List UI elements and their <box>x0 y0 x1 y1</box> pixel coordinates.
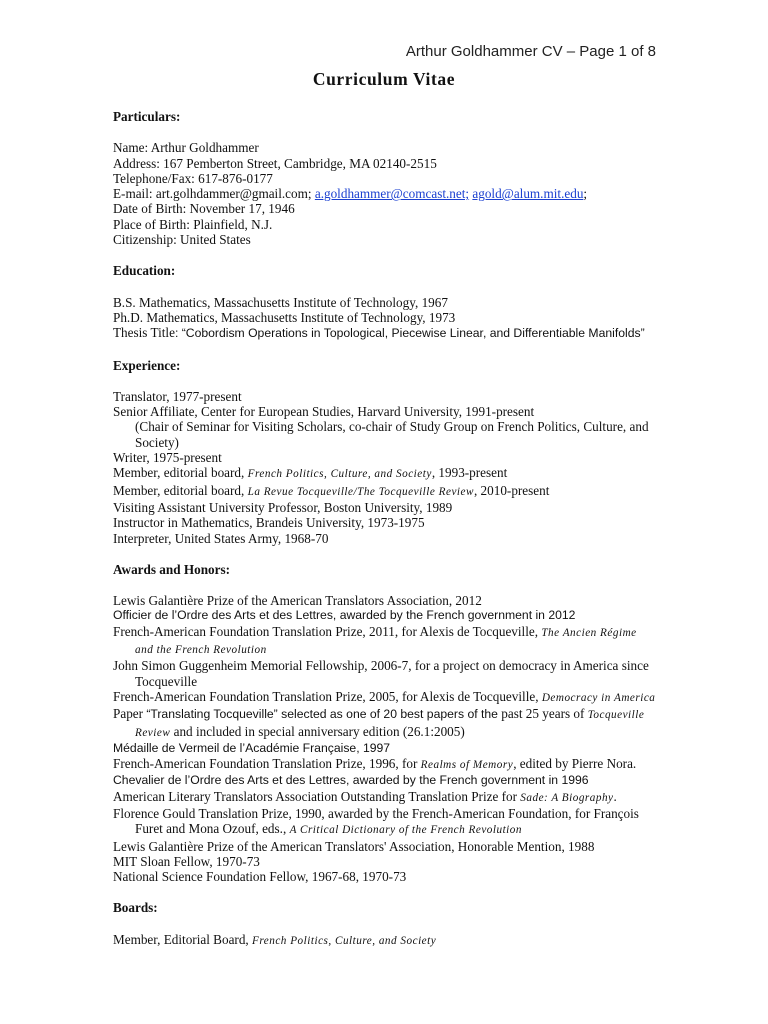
text-run: Paper <box>113 706 144 722</box>
awards-block <box>113 593 658 884</box>
journal-title: Tocqueville Review <box>135 709 645 739</box>
telephone-line: Telephone/Fax: 617-876-0177 <box>113 170 273 186</box>
experience-item: Writer, 1975-present <box>113 450 222 466</box>
section-heading-awards: Awards and Honors: <box>113 561 230 577</box>
pob-line: Place of Birth: Plainfield, N.J. <box>113 216 273 232</box>
page-header: Arthur Goldhammer CV – Page 1 of 8 <box>405 43 656 60</box>
experience-item-note: (Chair of Seminar for Visiting Scholars, co-chair of Study Group on French Politics, Culture, and Society) <box>135 419 649 450</box>
book-title: Realms of Memory <box>420 759 514 772</box>
email-link-mit[interactable]: agold@alum.mit.edu <box>472 186 584 202</box>
award-item: MIT Sloan Fellow, 1970-73 <box>113 853 260 869</box>
award-item: Lewis Galantière Prize of the American Translators' Association, Honorable Mention, 1988 <box>113 838 595 854</box>
experience-item: Interpreter, United States Army, 1968-70 <box>113 530 329 546</box>
paper-title: “Translating Tocqueville” selected as one of 20 best papers of the <box>146 707 498 722</box>
email-link-comcast[interactable]: a.goldhammer@comcast.net; <box>314 186 470 202</box>
experience-item <box>113 465 658 482</box>
award-item <box>113 806 658 839</box>
thesis-line <box>113 325 658 341</box>
experience-item: Visiting Assistant University Professor, Boston University, 1989 <box>113 499 453 515</box>
bs-line: B.S. Mathematics, Massachusetts Institute of Technology, 1967 <box>113 294 448 310</box>
particulars-block <box>113 140 658 247</box>
citizenship-line: Citizenship: United States <box>113 232 251 248</box>
award-item: John Simon Guggenheim Memorial Fellowship, 2006-7, for a project on democracy in America since Tocqueville <box>113 658 649 689</box>
section-heading-experience: Experience: <box>113 357 181 373</box>
section-heading-boards: Boards: <box>113 900 158 916</box>
text-run: and included in special anniversary edition (26.1:2005) <box>173 723 465 739</box>
board-item <box>113 932 658 949</box>
thesis-label: Thesis Title <box>113 325 175 341</box>
book-title: The Ancien Régime and the French Revolution <box>135 626 637 657</box>
dob-line: Date of Birth: November 17, 1946 <box>113 201 295 217</box>
experience-item: Translator, 1977-present <box>113 388 242 404</box>
book-title: Democracy in America <box>541 691 656 704</box>
experience-item: Senior Affiliate, Center for European Studies, Harvard University, 1991-present <box>113 404 535 420</box>
education-block <box>113 295 658 342</box>
text-run: , 1993-present <box>431 465 508 481</box>
experience-block <box>113 389 658 546</box>
award-item <box>113 789 658 806</box>
text-run: . <box>613 788 617 804</box>
award-item <box>113 756 658 773</box>
address-line: Address: 167 Pemberton Street, Cambridge, MA 02140-2515 <box>113 155 437 171</box>
book-title: Sade: A Biography <box>520 791 614 804</box>
text-run: past 25 years of <box>501 706 585 722</box>
text-run: Member, editorial board, <box>113 465 245 481</box>
text-run: Member, editorial board, <box>113 482 245 498</box>
text-run: Member, Editorial Board, <box>113 931 249 947</box>
email-suffix: ; <box>583 186 588 202</box>
text-run: French-American Foundation Translation Prize, 2011, for Alexis de Tocqueville, <box>113 623 539 639</box>
boards-block <box>113 932 658 949</box>
award-item: Lewis Galantière Prize of the American Translators Association, 2012 <box>113 593 482 609</box>
text-run: , 2010-present <box>473 482 550 498</box>
award-item: Médaille de Vermeil de l’Académie Française, 1997 <box>113 740 391 755</box>
award-item <box>113 624 658 659</box>
journal-title: French Politics, Culture, and Society <box>252 934 437 947</box>
award-item: Officier de l’Ordre des Arts et des Lettres, awarded by the French government in 2012 <box>113 608 576 623</box>
journal-title: French Politics, Culture, and Society <box>247 468 432 481</box>
award-item <box>113 706 658 741</box>
text-run: French-American Foundation Translation Prize, 1996, for <box>113 756 418 772</box>
page-title: Curriculum Vitae <box>312 69 456 89</box>
text-run: , edited by Pierre Nora. <box>513 756 637 772</box>
journal-title: La Revue Tocqueville/The Tocqueville Review <box>247 485 474 498</box>
text-run: American Literary Translators Association Outstanding Translation Prize for <box>113 788 517 804</box>
phd-line: Ph.D. Mathematics, Massachusetts Institute of Technology, 1973 <box>113 309 456 325</box>
book-title: A Critical Dictionary of the French Revolution <box>289 824 522 837</box>
email-prefix: E-mail: art.golhdammer@gmail.com; <box>113 186 312 202</box>
award-item <box>113 689 658 706</box>
experience-item <box>113 483 658 500</box>
experience-item: Instructor in Mathematics, Brandeis University, 1973-1975 <box>113 515 425 531</box>
section-heading-education: Education: <box>113 263 176 279</box>
thesis-title: : “Cobordism Operations in Topological, Piecewise Linear, and Differentiable Manifolds” <box>174 326 645 341</box>
text-run: Florence Gould Translation Prize, 1990, awarded by the French-American Foundation, for François Furet and Mona Ozouf, eds., <box>113 805 639 837</box>
text-run: French-American Foundation Translation Prize, 2005, for Alexis de Tocqueville, <box>113 688 539 704</box>
cv-content <box>113 109 658 965</box>
email-line <box>113 186 658 201</box>
name-line: Name: Arthur Goldhammer <box>113 140 259 156</box>
award-item: National Science Foundation Fellow, 1967-68, 1970-73 <box>113 869 407 885</box>
award-item: Chevalier de l’Ordre des Arts et des Lettres, awarded by the French government in 1996 <box>113 773 589 788</box>
section-heading-particulars: Particulars: <box>113 109 181 124</box>
